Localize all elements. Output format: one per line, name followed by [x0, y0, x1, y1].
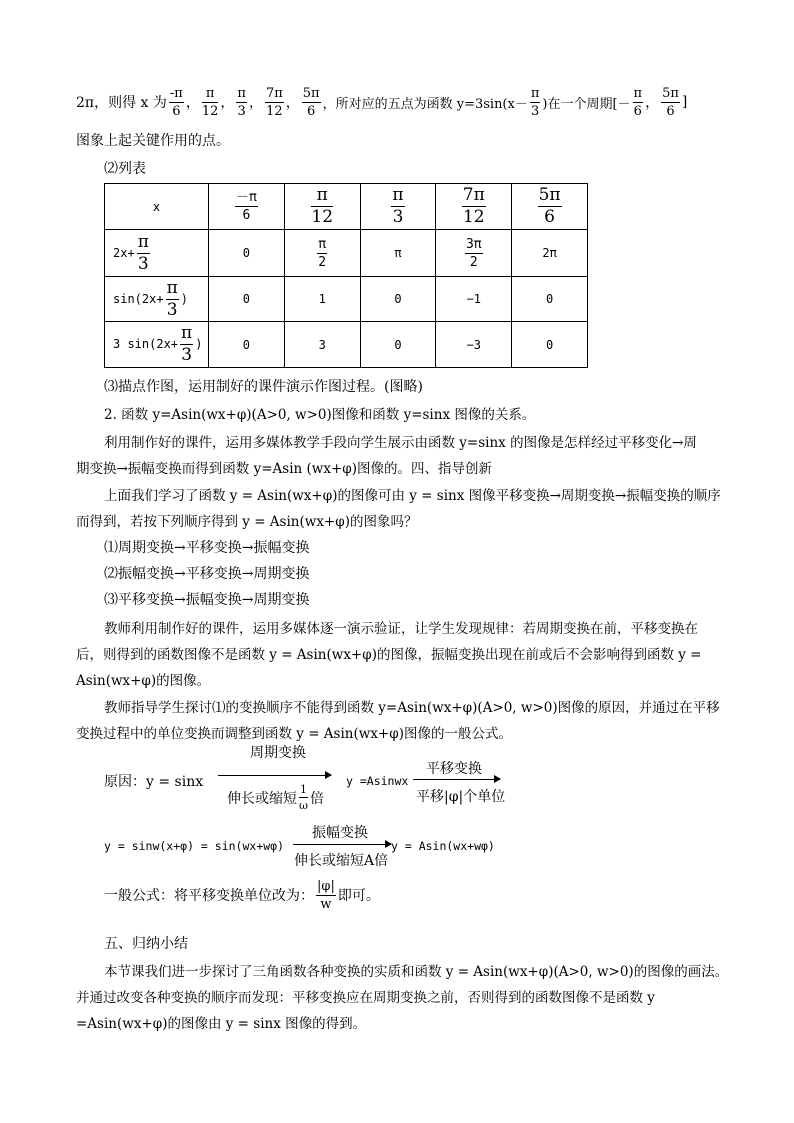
table-header-row [105, 184, 588, 230]
intro-mid: ，所对应的五点为函数 y=3sin(x－ [322, 96, 528, 112]
arrow-2 [413, 779, 500, 780]
paragraph-line: 本节课我们进一步探讨了三角函数各种变换的实质和函数 y = Asin(wx+φ)(A>0, w>0)的图像的画法。 [104, 964, 729, 980]
general-formula: 一般公式：将平移变换单位改为： $\frac{|\varphi|}{w}$ 即可。 [104, 878, 380, 912]
x-value-5: $\frac{5\pi}{6}$ [302, 85, 320, 119]
table-cell: 0 [209, 230, 285, 277]
paragraph-line: 期变换→振幅变换而得到函数 y=Asin (wx+φ)图像的。四、指导创新 [76, 461, 492, 477]
intro-after-phase: )在一个周期[－ [542, 96, 631, 112]
formula-arrow-bottom: 伸长或缩短A倍 [294, 853, 389, 869]
paragraph-line: Asin(wx+φ)的图像。 [76, 673, 211, 689]
intro-close: ] [681, 94, 688, 110]
table-cell: 0 [512, 277, 588, 322]
arrow2-top-label: 平移变换 [426, 761, 482, 777]
section-2-heading: 2. 函数 y=Asin(wx+φ)(A>0, w>0)图像和函数 y=sinx 图像的关系。 [104, 407, 536, 423]
period-start-frac: $\frac{\pi}{6}$ [633, 85, 643, 119]
paragraph-line: 教师利用制作好的课件，运用多媒体逐一演示验证，让学生发现规律：若周期变换在前，平移变换在 [104, 621, 698, 637]
row-label: 3 sin(2x+ $\frac{\pi}{3}$ ) [105, 322, 209, 368]
formula-left: y = sinw(x+φ) = sin(wx+wφ) [104, 839, 285, 853]
paragraph-line: 教师指导学生探讨⑴的变换顺序不能得到函数 y=Asin(wx+φ)(A>0, w>0)图像的原因，并通过在平移 [104, 700, 720, 716]
intro-line-2: 图象上起关键作用的点。 [76, 133, 230, 149]
arrow-1 [218, 775, 331, 776]
general-frac: $\frac{|\varphi|}{w}$ [317, 878, 335, 912]
table-cell: 3 [284, 322, 360, 368]
arrow1-bottom-label: 伸长或缩短 $\frac{1}{\omega}$ 倍 [227, 783, 324, 812]
paragraph-line: 利用制作好的课件，运用多媒体教学手段向学生展示由函数 y=sinx 的图像是怎样经过平移变化→周 [104, 435, 697, 451]
table-row [105, 322, 588, 368]
table-row [105, 230, 588, 277]
paragraph-line: 后，则得到的函数图像不是函数 y = Asin(wx+φ)的图像，振幅变换出现在前或后不会影响得到函数 y = [76, 647, 702, 663]
table-cell: −1 [436, 277, 512, 322]
x-value-4: $\frac{7\pi}{12}$ [265, 85, 283, 119]
table-cell: $\frac{3\pi}{2}$ [436, 230, 512, 277]
reason-label: 原因：y = sinx [104, 774, 204, 790]
x-value-3: $\frac{\pi}{3}$ [237, 85, 246, 119]
header-col-5: $\frac{5\pi}{6}$ [512, 184, 588, 230]
intro-start: 2π，则得 x 为 [76, 95, 167, 111]
table-cell: π [360, 230, 436, 277]
intro-line: 2π，则得 x 为 $\frac{-\pi}{6}$ ， $\frac{\pi}{12}$ ， $\frac{\pi}{3}$ ， $\frac{7\pi}{12}$ ， $\frac{5\pi}{6}$ ，所对应的五点为函数 y=3sin(x－ $\frac{\pi}{3}$ )在一个周期[－ $\frac{\pi}{6}$ ， $\frac{5\pi}{6}$ ] [76, 85, 688, 119]
x-value-1: $\frac{-\pi}{6}$ [169, 85, 183, 119]
row-label: sin(2x+ $\frac{\pi}{3}$ ) [105, 277, 209, 322]
table-cell: 0 [360, 277, 436, 322]
step-3: ⑶描点作图，运用制好的课件演示作图过程。(图略) [104, 379, 423, 395]
order-option-3: ⑶平移变换→振幅变换→周期变换 [104, 592, 310, 608]
formula-arrow [293, 844, 391, 845]
table-cell: $\frac{\pi}{2}$ [284, 230, 360, 277]
value-table [104, 183, 588, 368]
phase-frac: $\frac{\pi}{3}$ [530, 85, 540, 119]
arrow2-bottom-label: 平移|φ|个单位 [416, 789, 506, 805]
table-cell: 0 [209, 322, 285, 368]
table-cell: −3 [436, 322, 512, 368]
header-col-4: $\frac{7\pi}{12}$ [436, 184, 512, 230]
paragraph-line: 而得到，若按下列顺序得到 y = Asin(wx+φ)的图象吗？ [76, 514, 418, 530]
table-cell: 2π [512, 230, 588, 277]
order-option-2: ⑵振幅变换→平移变换→周期变换 [104, 566, 310, 582]
header-label: x [105, 184, 209, 230]
paragraph-line: 并通过改变各种变换的顺序而发现：平移变换应在周期变换之前，否则得到的函数图像不是函数 y [76, 990, 655, 1006]
section-5-heading: 五、归纳小结 [104, 936, 188, 952]
table-cell: 0 [209, 277, 285, 322]
header-col-1: $\frac{-\pi}{6}$ [209, 184, 285, 230]
paragraph-line: 变换过程中的单位变换而调整到函数 y = Asin(wx+φ)图像的一般公式。 [76, 726, 512, 742]
formula-right: y = Asin(wx+wφ) [391, 839, 495, 853]
header-col-2: $\frac{\pi}{12}$ [284, 184, 360, 230]
arrow1-top-label: 周期变换 [250, 745, 306, 761]
list-label: ⑵列表 [104, 161, 146, 177]
table-row [105, 277, 588, 322]
paragraph-line: 上面我们学习了函数 y = Asin(wx+φ)的图像可由 y = sinx 图像平移变换→周期变换→振幅变换的顺序 [104, 488, 721, 504]
row-label: 2x+ $\frac{\pi}{3}$ [105, 230, 209, 277]
paragraph-line: =Asin(wx+φ)的图像由 y = sinx 图像的得到。 [76, 1016, 367, 1032]
period-end-frac: $\frac{5\pi}{6}$ [662, 85, 679, 119]
table-cell: 0 [360, 322, 436, 368]
formula-arrow-top: 振幅变换 [312, 825, 368, 841]
table-cell: 1 [284, 277, 360, 322]
order-option-1: ⑴周期变换→平移变换→振幅变换 [104, 540, 310, 556]
table-cell: 0 [512, 322, 588, 368]
intermediate-function: y =Asinwx [346, 774, 409, 788]
header-col-3: $\frac{\pi}{3}$ [360, 184, 436, 230]
x-value-2: $\frac{\pi}{12}$ [201, 85, 219, 119]
